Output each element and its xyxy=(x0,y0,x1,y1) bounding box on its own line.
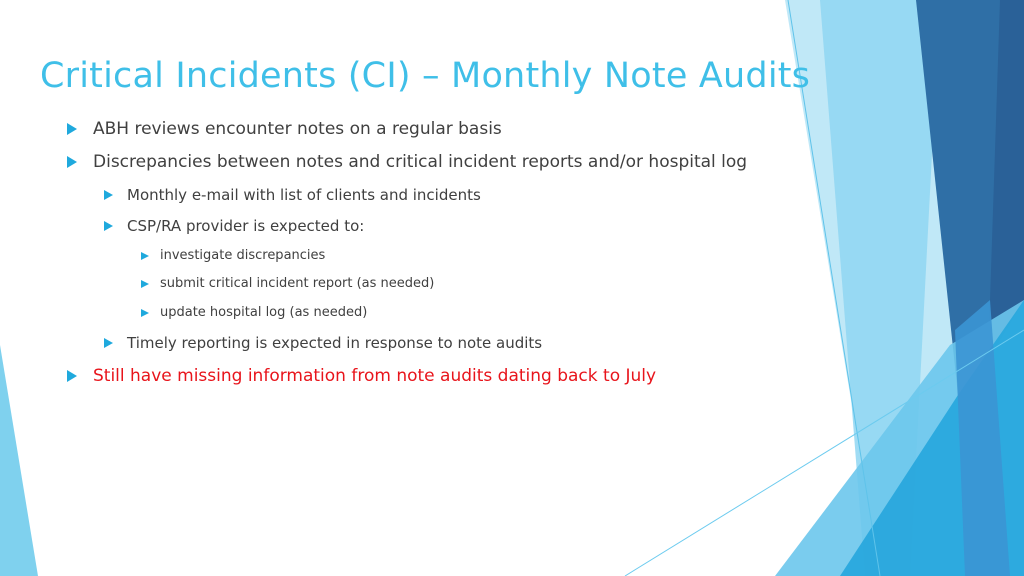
bullet-text: Still have missing information from note audits dating back to July xyxy=(93,366,657,386)
bullet-arrow-icon xyxy=(67,156,77,168)
bullet-text: ABH reviews encounter notes on a regular basis xyxy=(93,119,502,139)
bullet-item-alert xyxy=(67,366,656,386)
bullet-arrow-icon xyxy=(141,280,149,288)
sub-bullet-item xyxy=(104,186,481,204)
bullet-text: Monthly e-mail with list of clients and incidents xyxy=(127,186,481,204)
bullet-arrow-icon xyxy=(104,221,113,231)
slide-title: Critical Incidents (CI) – Monthly Note Audits xyxy=(40,56,811,96)
bullet-arrow-icon xyxy=(67,370,77,382)
bullet-text: CSP/RA provider is expected to: xyxy=(127,217,365,235)
bullet-text: investigate discrepancies xyxy=(160,248,326,263)
sub-sub-bullet-item xyxy=(141,276,434,291)
bullet-text: submit critical incident report (as needed) xyxy=(160,276,435,291)
bullet-arrow-icon xyxy=(141,252,149,260)
sub-bullet-item xyxy=(104,334,542,352)
sub-sub-bullet-item xyxy=(141,305,367,320)
bullet-arrow-icon xyxy=(104,190,113,200)
sub-bullet-item xyxy=(104,217,364,235)
sub-sub-bullet-item xyxy=(141,248,325,263)
bullet-arrow-icon xyxy=(104,338,113,348)
bullet-item xyxy=(67,152,747,172)
bullet-text: update hospital log (as needed) xyxy=(160,305,368,320)
bullet-arrow-icon xyxy=(141,309,149,317)
bullet-text: Discrepancies between notes and critical incident reports and/or hospital log xyxy=(93,152,748,172)
bullet-item xyxy=(67,119,502,139)
bullet-text: Timely reporting is expected in response to note audits xyxy=(127,334,543,352)
bullet-arrow-icon xyxy=(67,123,77,135)
